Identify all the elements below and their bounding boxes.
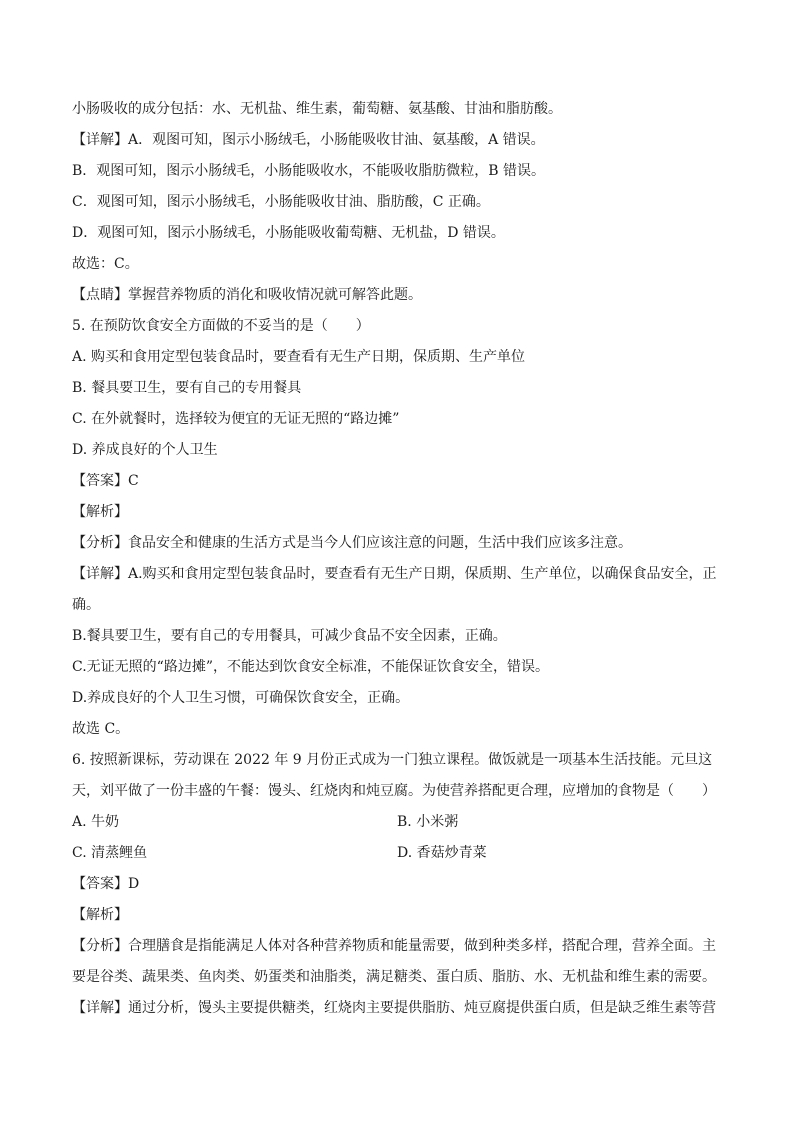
q6-stem-1: 6. 按照新课标，劳动课在 2022 年 9 月份正式成为一门独立课程。做饭就是一项基本生活技能。元旦这 <box>72 752 713 768</box>
q4-choice: 故选：C。 <box>72 256 139 272</box>
comment-tag: 【点睛】 <box>72 287 128 303</box>
q6-detail-1 <box>72 998 722 1018</box>
fenxi-tag: 【分析】 <box>72 535 128 551</box>
q5-option-c: C. 在外就餐时，选择较为便宜的无证无照的“路边摊” <box>72 411 400 427</box>
detail-tag: 【详解】 <box>72 566 128 582</box>
q5-detail-d: D.养成良好的个人卫生习惯，可确保饮食安全，正确。 <box>72 690 410 706</box>
q5-detail-a-2: 确。 <box>72 597 100 613</box>
q5-option-d: D. 养成良好的个人卫生 <box>72 442 218 458</box>
q6-fenxi-1 <box>72 936 722 956</box>
q4-detail-d: D．观图可知，图示小肠绒毛，小肠能吸收葡萄糖、无机盐，D 错误。 <box>72 225 505 241</box>
detail-text: 通过分析，馒头主要提供糖类，红烧肉主要提供脂肪、炖豆腐提供蛋白质，但是缺乏维生素等营 <box>128 1000 716 1016</box>
detail-tag: 【详解】 <box>72 1000 128 1016</box>
answer-tag: 【答案】 <box>72 876 128 892</box>
q5-detail-b: B.餐具要卫生，要有自己的专用餐具，可减少食品不安全因素，正确。 <box>72 628 507 644</box>
q5-option-a: A. 购买和食用定型包装食品时，要查看有无生产日期，保质期、生产单位 <box>72 349 526 365</box>
q5-detail-a-1 <box>72 564 722 584</box>
q5-stem: 5. 在预防饮食安全方面做的不妥当的是（ ） <box>72 318 370 334</box>
q4-detail-c: C．观图可知，图示小肠绒毛，小肠能吸收甘油、脂肪酸，C 正确。 <box>72 194 490 210</box>
q6-analysis-tag: 【解析】 <box>72 907 128 923</box>
fenxi-text: 食品安全和健康的生活方式是当今人们应该注意的问题，生活中我们应该多注意。 <box>128 535 632 551</box>
answer-tag: 【答案】 <box>72 473 128 489</box>
comment-text: 掌握营养物质的消化和吸收情况就可解答此题。 <box>128 287 422 303</box>
q4-comment <box>72 285 722 305</box>
answer-value: D <box>128 876 140 892</box>
q5-analysis-tag: 【解析】 <box>72 504 128 520</box>
q6-stem-2: 天，刘平做了一份丰盛的午餐：馒头、红烧肉和炖豆腐。为使营养搭配更合理，应增加的食物是（ ） <box>72 783 716 799</box>
detail-text: A.购买和食用定型包装食品时，要查看有无生产日期，保质期、生产单位，以确保食品安全，正 <box>128 566 717 582</box>
q6-answer <box>72 874 722 894</box>
q6-option-a: A. 牛奶 <box>72 814 120 830</box>
q5-detail-c: C.无证无照的“路边摊”，不能达到饮食安全标准，不能保证饮食安全，错误。 <box>72 659 549 675</box>
fenxi-text: 合理膳食是指能满足人体对各种营养物质和能量需要，做到种类多样，搭配合理，营养全面。主 <box>128 938 716 954</box>
answer-value: C <box>128 473 139 489</box>
q5-option-b: B. 餐具要卫生，要有自己的专用餐具 <box>72 380 302 396</box>
q6-option-b: B. 小米粥 <box>397 814 459 830</box>
q4-detail-a <box>72 130 722 150</box>
fenxi-tag: 【分析】 <box>72 938 128 954</box>
q5-answer <box>72 471 722 491</box>
detail-tag: 【详解】 <box>72 132 128 148</box>
q4-detail-b: B．观图可知，图示小肠绒毛，小肠能吸收水，不能吸收脂肪微粒，B 错误。 <box>72 163 546 179</box>
intro-text: 小肠吸收的成分包括：水、无机盐、维生素，葡萄糖、氨基酸、甘油和脂肪酸。 <box>72 101 562 117</box>
q5-choice: 故选 C。 <box>72 721 130 737</box>
q5-fenxi <box>72 533 722 553</box>
q6-option-c: C. 清蒸鲤鱼 <box>72 845 148 861</box>
q6-fenxi-2: 要是谷类、蔬果类、鱼肉类、奶蛋类和油脂类，满足糖类、蛋白质、脂肪、水、无机盐和维生素的需要。 <box>72 969 716 985</box>
detail-text: A．观图可知，图示小肠绒毛，小肠能吸收甘油、氨基酸，A 错误。 <box>128 132 545 148</box>
q6-option-d: D. 香菇炒青菜 <box>397 845 487 861</box>
